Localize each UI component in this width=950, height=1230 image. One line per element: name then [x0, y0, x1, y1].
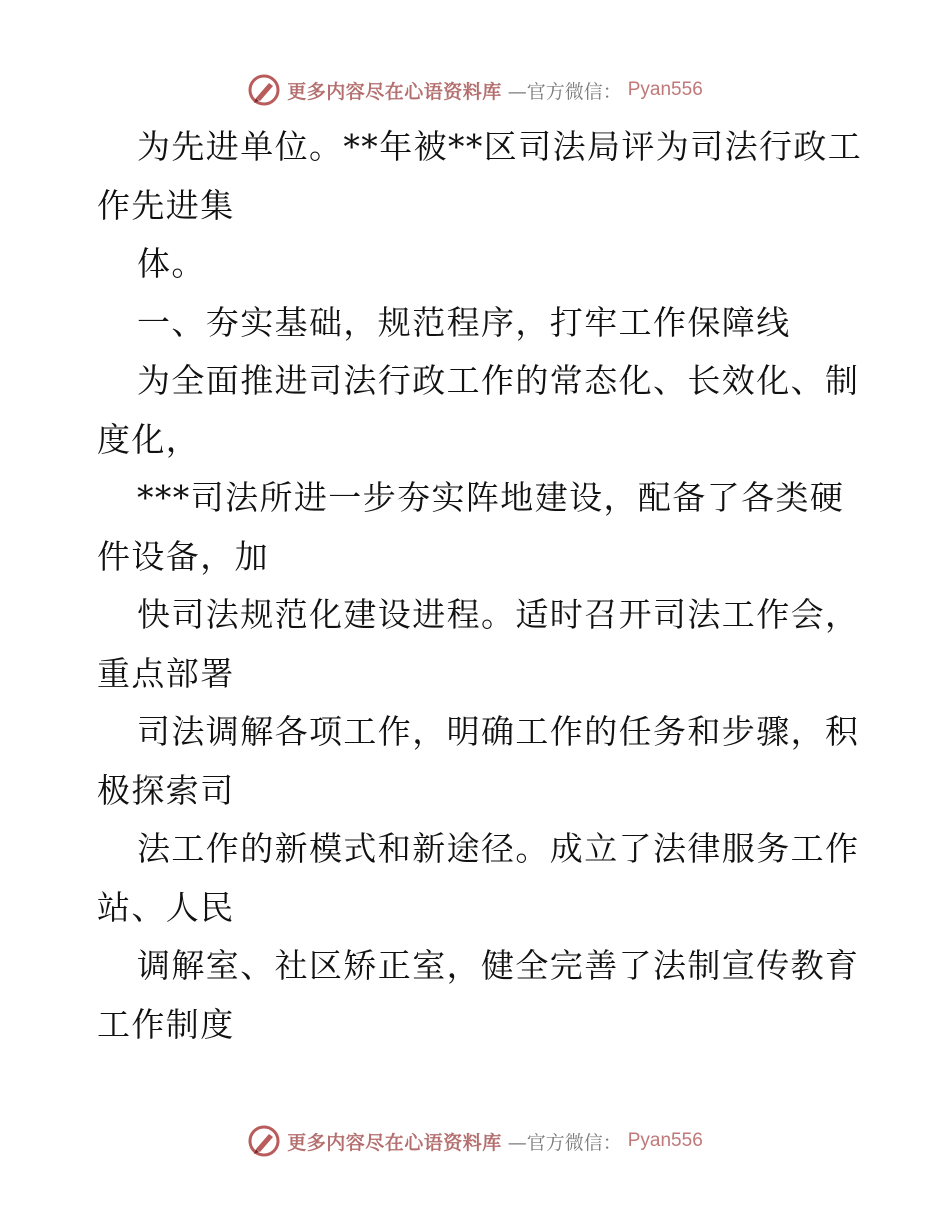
footer-banner: [0, 1121, 950, 1161]
text-line: 司法调解各项工作，明确工作的任务和步骤，积: [137, 712, 860, 751]
text-line: 为全面推进司法行政工作的常态化、长效化、制: [137, 361, 860, 400]
banner-wechat-label: —官方微信：: [507, 1131, 622, 1154]
text-line: ***司法所进一步夯实阵地建设，配备了各类硬: [137, 478, 845, 517]
text-line: 为先进单位。**年被**区司法局评为司法行政工: [137, 127, 863, 166]
text-line: 重点部署: [97, 653, 235, 693]
text-line: 快司法规范化建设进程。适时召开司法工作会，: [137, 595, 860, 634]
banner-title: 更多内容尽在心语资料库: [287, 1131, 502, 1154]
pen-logo-icon: [247, 1124, 281, 1158]
banner-title: 更多内容尽在心语资料库: [287, 80, 502, 103]
text-line: 一、夯实基础，规范程序，打牢工作保障线: [137, 302, 791, 342]
text-line: 工作制度: [97, 1004, 235, 1044]
pen-logo-icon: [247, 73, 281, 107]
banner-wechat-label: —官方微信：: [507, 80, 622, 103]
text-line: 法工作的新模式和新途径。成立了法律服务工作: [137, 829, 860, 868]
header-banner: [0, 70, 950, 110]
text-line: 体。: [137, 244, 206, 283]
text-line: 件设备，加: [97, 536, 269, 576]
banner-wechat-id: Pyan556: [627, 79, 703, 100]
text-line: 调解室、社区矫正室，健全完善了法制宣传教育: [137, 946, 860, 985]
text-line: 度化，: [97, 419, 201, 459]
text-line: 极探索司: [97, 770, 235, 810]
document-body: [97, 118, 863, 1054]
text-line: 站、人民: [97, 887, 235, 927]
text-line: 作先进集: [97, 185, 235, 225]
banner-wechat-id: Pyan556: [627, 1130, 703, 1151]
